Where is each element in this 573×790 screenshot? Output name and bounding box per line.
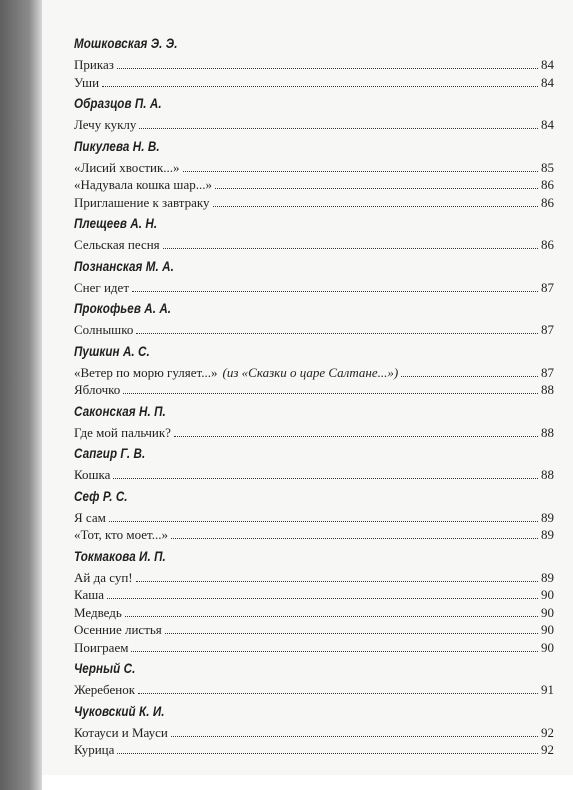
toc-entry bbox=[74, 279, 554, 297]
toc-section bbox=[74, 301, 554, 339]
toc-entry bbox=[74, 526, 554, 544]
toc-entry bbox=[74, 509, 554, 527]
author-heading: Плещеев А. Н. bbox=[74, 216, 158, 231]
toc-entry bbox=[74, 424, 554, 442]
author-heading: Мошковская Э. Э. bbox=[74, 36, 178, 51]
entry-title: Курица bbox=[74, 742, 115, 757]
author-heading: Сапгир Г. В. bbox=[74, 446, 146, 461]
author-heading: Саконская Н. П. bbox=[74, 403, 166, 419]
toc-section bbox=[74, 96, 554, 134]
entry-title: Я сам bbox=[74, 509, 106, 525]
dot-leader bbox=[109, 521, 538, 522]
entry-title: «Лисий хвостик...» bbox=[74, 159, 180, 175]
author-heading: Токмакова И. П. bbox=[74, 548, 166, 564]
toc-section bbox=[74, 139, 554, 212]
dot-leader bbox=[125, 616, 538, 617]
entry-title: Ай да суп! bbox=[74, 569, 133, 585]
dot-leader bbox=[215, 188, 538, 189]
toc-section bbox=[74, 704, 554, 759]
entry-title: Жеребенок bbox=[74, 682, 136, 697]
dot-leader bbox=[136, 581, 538, 582]
entry-source-note: (из «Сказки о царе Салтане...») bbox=[222, 364, 399, 380]
dot-leader bbox=[165, 633, 538, 634]
toc-entry bbox=[74, 741, 554, 759]
entry-page-number: 84 bbox=[541, 117, 554, 132]
toc-entry bbox=[74, 681, 554, 699]
dot-leader bbox=[131, 651, 538, 652]
entry-page-number: 87 bbox=[541, 279, 554, 295]
dot-leader bbox=[117, 753, 538, 754]
entry-title: Приказ bbox=[74, 57, 114, 72]
toc-entry bbox=[74, 321, 554, 339]
toc-entry bbox=[74, 639, 554, 657]
author-heading: Сеф Р. С. bbox=[74, 488, 128, 504]
dot-leader bbox=[163, 248, 538, 249]
entry-title: Осенние листья bbox=[74, 622, 162, 637]
entry-page-number: 90 bbox=[541, 587, 554, 602]
dot-leader bbox=[174, 436, 538, 437]
dot-leader bbox=[117, 68, 538, 69]
toc-entry bbox=[74, 364, 554, 382]
entry-page-number: 89 bbox=[541, 569, 554, 585]
dot-leader bbox=[171, 538, 538, 539]
author-heading: Прокофьев А. А. bbox=[74, 301, 172, 316]
dot-leader bbox=[171, 736, 538, 737]
dot-leader bbox=[123, 393, 538, 394]
entry-page-number: 85 bbox=[541, 159, 554, 175]
entry-page-number: 86 bbox=[541, 237, 554, 252]
dot-leader bbox=[183, 171, 538, 172]
toc-entry bbox=[74, 176, 554, 194]
entry-page-number: 89 bbox=[541, 509, 554, 525]
toc-entry bbox=[74, 236, 554, 254]
book-page bbox=[42, 0, 573, 775]
entry-title: Где мой пальчик? bbox=[74, 424, 171, 440]
author-heading: Пикулева Н. В. bbox=[74, 138, 160, 154]
dot-leader bbox=[213, 206, 538, 207]
entry-title: Уши bbox=[74, 74, 100, 90]
toc-entry bbox=[74, 74, 554, 92]
entry-title: Кошка bbox=[74, 467, 111, 482]
entry-page-number: 90 bbox=[541, 622, 554, 637]
dot-leader bbox=[102, 86, 538, 87]
toc-section bbox=[74, 216, 554, 254]
entry-page-number: 84 bbox=[541, 57, 554, 72]
entry-title: «Ветер по морю гуляет...» bbox=[74, 364, 218, 380]
dot-leader bbox=[136, 333, 538, 334]
toc-section bbox=[74, 661, 554, 699]
entry-page-number: 84 bbox=[541, 74, 554, 90]
entry-title: «Тот, кто моет...» bbox=[74, 527, 169, 542]
toc-entry bbox=[74, 381, 554, 399]
dot-leader bbox=[139, 128, 538, 129]
entry-page-number: 92 bbox=[541, 724, 554, 740]
toc-section bbox=[74, 549, 554, 657]
table-of-contents bbox=[74, 36, 554, 764]
entry-title: Приглашение к завтраку bbox=[74, 194, 210, 210]
toc-section bbox=[74, 36, 554, 91]
author-heading: Образцов П. А. bbox=[74, 96, 162, 111]
entry-title: Поиграем bbox=[74, 639, 129, 655]
toc-entry bbox=[74, 621, 554, 639]
toc-entry bbox=[74, 159, 554, 177]
entry-page-number: 90 bbox=[541, 604, 554, 620]
author-heading: Познанская М. А. bbox=[74, 258, 174, 274]
toc-entry bbox=[74, 724, 554, 742]
entry-page-number: 86 bbox=[541, 177, 554, 192]
toc-entry bbox=[74, 569, 554, 587]
entry-page-number: 90 bbox=[541, 639, 554, 655]
entry-page-number: 87 bbox=[541, 364, 554, 380]
entry-title: Яблочко bbox=[74, 382, 121, 397]
author-heading: Пушкин А. С. bbox=[74, 343, 150, 359]
entry-page-number: 89 bbox=[541, 527, 554, 542]
toc-section bbox=[74, 344, 554, 399]
entry-page-number: 88 bbox=[541, 467, 554, 482]
dot-leader bbox=[138, 693, 538, 694]
toc-entry bbox=[74, 586, 554, 604]
entry-page-number: 87 bbox=[541, 322, 554, 337]
toc-entry bbox=[74, 194, 554, 212]
toc-section bbox=[74, 446, 554, 484]
entry-title: «Надувала кошка шар...» bbox=[74, 177, 212, 192]
entry-page-number: 86 bbox=[541, 194, 554, 210]
dot-leader bbox=[132, 291, 538, 292]
entry-title: Солнышко bbox=[74, 322, 134, 337]
toc-section bbox=[74, 259, 554, 297]
author-heading: Чуковский К. И. bbox=[74, 703, 165, 719]
entry-title: Медведь bbox=[74, 604, 122, 620]
entry-page-number: 92 bbox=[541, 742, 554, 757]
entry-title: Каша bbox=[74, 587, 105, 602]
entry-title: Сельская песня bbox=[74, 237, 160, 252]
toc-entry bbox=[74, 116, 554, 134]
dot-leader bbox=[113, 478, 538, 479]
entry-page-number: 88 bbox=[541, 382, 554, 397]
entry-title: Лечу куклу bbox=[74, 117, 137, 132]
toc-entry bbox=[74, 466, 554, 484]
dot-leader bbox=[107, 598, 538, 599]
toc-entry bbox=[74, 604, 554, 622]
toc-section bbox=[74, 489, 554, 544]
entry-title: Снег идет bbox=[74, 279, 130, 295]
entry-page-number: 91 bbox=[541, 682, 554, 697]
toc-entry bbox=[74, 56, 554, 74]
book-binding-shadow bbox=[0, 0, 42, 790]
dot-leader bbox=[401, 376, 538, 377]
author-heading: Черный С. bbox=[74, 661, 136, 676]
toc-section bbox=[74, 404, 554, 442]
entry-page-number: 88 bbox=[541, 424, 554, 440]
entry-title: Котауси и Мауси bbox=[74, 724, 168, 740]
